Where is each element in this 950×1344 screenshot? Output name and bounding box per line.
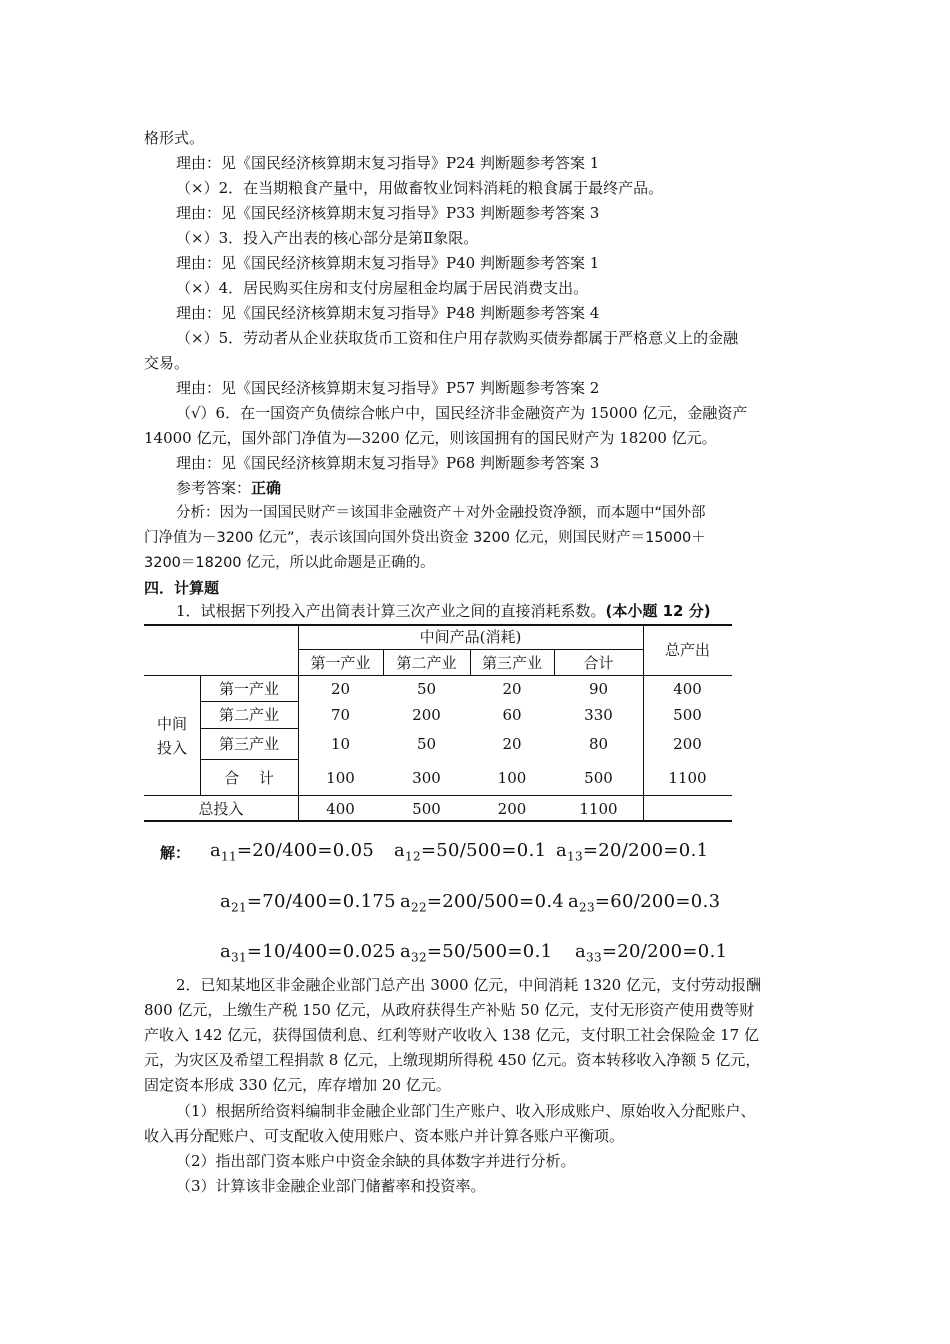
- paragraph-line: （×）4．居民购买住房和支付房屋租金均属于居民消费支出。: [176, 279, 589, 297]
- total-input-label: 总投入: [198, 800, 244, 818]
- analysis-line: 门净值为－3200 亿元”，表示该国向国外贷出资金 3200 亿元，则国民财产＝15000＋: [144, 530, 706, 546]
- question-1-text: 1．试根据下列投入产出简表计算三次产业之间的直接消耗系数。: [176, 602, 606, 620]
- table-cell: 200: [412, 706, 441, 724]
- paragraph-line: 理由：见《国民经济核算期末复习指导》P40 判断题参考答案 1: [176, 254, 600, 272]
- input-output-table: [144, 624, 734, 824]
- paragraph-line: 格形式。: [144, 129, 205, 147]
- coefficient-a23: $a_{23}=60/200=0.3$: [568, 891, 721, 915]
- paragraph-line: 理由：见《国民经济核算期末复习指导》P57 判断题参考答案 2: [176, 379, 600, 397]
- table-cell: 400: [673, 680, 702, 698]
- question-2-line: 产收入 142 亿元，获得国债利息、红利等财产收收入 138 亿元，支付职工社会保险金 17 亿: [144, 1026, 759, 1044]
- table-cell: 200: [673, 735, 702, 753]
- table-cell: 50: [416, 680, 437, 698]
- answer-line: [176, 478, 281, 498]
- paragraph-line: 理由：见《国民经济核算期末复习指导》P33 判断题参考答案 3: [176, 204, 600, 222]
- row-label: 第三产业: [218, 735, 279, 753]
- table-cell: 60: [502, 706, 522, 724]
- table-cell: 330: [584, 706, 613, 724]
- table-cell: 200: [497, 800, 527, 818]
- table-cell: 1100: [579, 800, 618, 818]
- paragraph-line: 14000 亿元，国外部门净值为—3200 亿元，则该国拥有的国民财产为 18200 亿元。: [144, 429, 717, 447]
- table-cell: 20: [502, 735, 522, 753]
- row-label: 第二产业: [218, 706, 279, 724]
- table-cell: 20: [502, 680, 522, 698]
- question-2-line: 2．已知某地区非金融企业部门总产出 3000 亿元，中间消耗 1320 亿元，支付劳动报酬: [176, 976, 761, 994]
- table-cell: 300: [412, 769, 441, 787]
- table-cell: 100: [497, 769, 527, 787]
- table-cell: 500: [412, 800, 441, 818]
- question-1: [176, 601, 711, 621]
- col-header: 合计: [583, 654, 614, 672]
- question-2-line: 固定资本形成 330 亿元，库存增加 20 亿元。: [144, 1076, 451, 1094]
- table-cell: 20: [330, 680, 351, 698]
- table-cell: 90: [588, 680, 609, 698]
- answer-label: 参考答案：: [176, 479, 252, 497]
- analysis-line: 3200＝18200 亿元，所以此命题是正确的。: [144, 555, 435, 571]
- coefficient-a33: $a_{33}=20/200=0.1$: [575, 941, 728, 965]
- row-label: 合 计: [224, 769, 274, 787]
- coefficient-a22: $a_{22}=200/500=0.4$: [400, 891, 565, 915]
- table-cell: 500: [584, 769, 613, 787]
- question-2-line: 收入再分配账户、可支配收入使用账户、资本账户并计算各账户平衡项。: [144, 1127, 625, 1145]
- col-header: 第一产业: [310, 654, 371, 672]
- table-cell: 10: [330, 735, 351, 753]
- row-group-label: 投入: [156, 739, 187, 757]
- coefficient-a21: $a_{21}=70/400=0.175$: [220, 891, 396, 915]
- paragraph-line: 理由：见《国民经济核算期末复习指导》P48 判断题参考答案 4: [176, 304, 600, 322]
- section-title: 四．计算题: [144, 579, 220, 597]
- answer-value: 正确: [251, 479, 282, 497]
- question-2-line: 元，为灾区及希望工程捐款 8 亿元，上缴现期所得税 450 亿元。资本转移收入净额 5 亿元，: [144, 1051, 761, 1069]
- table-cell: 70: [330, 706, 351, 724]
- paragraph-line: 交易。: [144, 354, 190, 372]
- header-total-output: 总产出: [664, 641, 710, 659]
- solution-label: 解：: [160, 844, 191, 862]
- paragraph-line: （√）6．在一国资产负债综合帐户中，国民经济非金融资产为 15000 亿元，金融资产: [176, 404, 748, 422]
- analysis-line: 分析：因为一国国民财产＝该国非金融资产＋对外金融投资净额，而本题中“国外部: [176, 505, 706, 521]
- coefficient-a31: $a_{31}=10/400=0.025$: [220, 941, 396, 965]
- header-intermediate-products: 中间产品(消耗): [419, 628, 522, 646]
- coefficient-a12: $a_{12}=50/500=0.1$: [394, 840, 547, 864]
- question-2-line: 800 亿元，上缴生产税 150 亿元，从政府获得生产补贴 50 亿元，支付无形资产使用费等财: [144, 1001, 755, 1019]
- col-header: 第二产业: [396, 654, 457, 672]
- table-cell: 100: [326, 769, 355, 787]
- paragraph-line: 理由：见《国民经济核算期末复习指导》P24 判断题参考答案 1: [176, 154, 600, 172]
- question-2-line: （3）计算该非金融企业部门储蓄率和投资率。: [176, 1177, 486, 1195]
- table-cell: 80: [588, 735, 609, 753]
- table-cell: 50: [416, 735, 437, 753]
- paragraph-line: （×）3．投入产出表的核心部分是第Ⅱ象限。: [176, 229, 479, 247]
- coefficient-a11: $a_{11}=20/400=0.05$: [210, 840, 375, 864]
- table-cell: 500: [673, 706, 702, 724]
- question-2-line: （1）根据所给资料编制非金融企业部门生产账户、收入形成账户、原始收入分配账户、: [176, 1102, 756, 1120]
- row-label: 第一产业: [218, 680, 279, 698]
- coefficient-a13: $a_{13}=20/200=0.1$: [556, 840, 709, 864]
- paragraph-line: （×）2．在当期粮食产量中，用做畜牧业饲料消耗的粮食属于最终产品。: [176, 179, 664, 197]
- question-2-line: （2）指出部门资本账户中资金余缺的具体数字并进行分析。: [176, 1152, 576, 1170]
- row-group-label: 中间: [156, 715, 187, 733]
- paragraph-line: （×）5．劳动者从企业获取货币工资和住户用存款购买债券都属于严格意义上的金融: [176, 329, 739, 347]
- col-header: 第三产业: [481, 654, 542, 672]
- table-cell: 400: [326, 800, 355, 818]
- question-1-score: (本小题 12 分): [605, 602, 711, 620]
- coefficient-a32: $a_{32}=50/500=0.1$: [400, 941, 553, 965]
- paragraph-line: 理由：见《国民经济核算期末复习指导》P68 判断题参考答案 3: [176, 454, 600, 472]
- table-cell: 1100: [668, 769, 707, 787]
